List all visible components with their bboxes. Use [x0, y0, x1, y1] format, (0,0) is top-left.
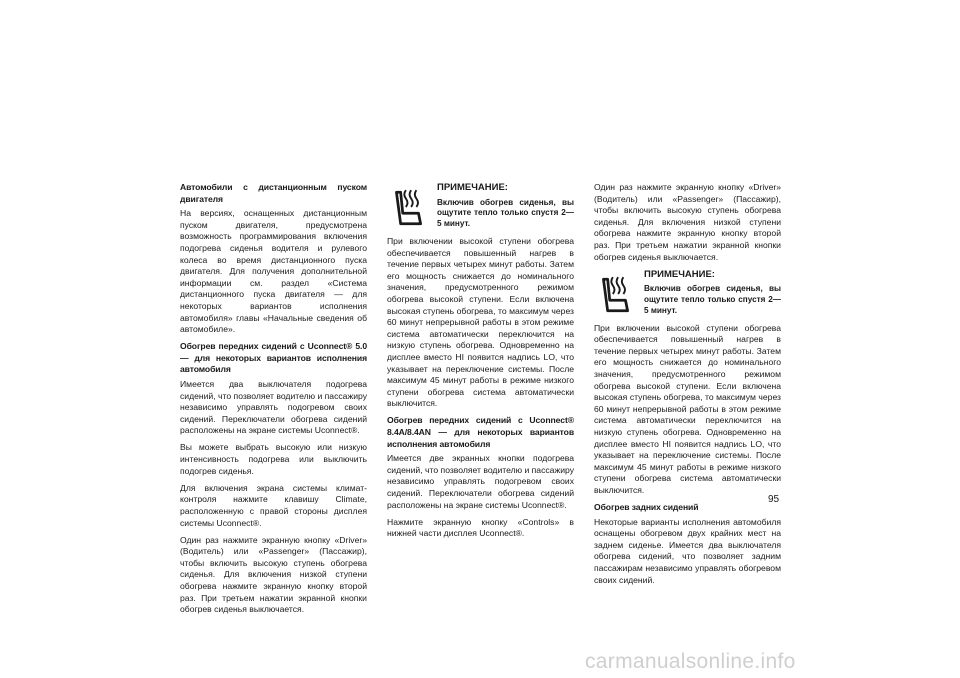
note-title: ПРИМЕЧАНИЕ:: [437, 182, 508, 193]
section-heading-uconnect-5: Обогрев передних сидений с Uconnect® 5.0 — для некоторых вариантов исполнения автомобиля: [180, 341, 367, 375]
note-text: Включив обогрев сиденья, вы ощутите тепло только спустя 2—5 минут.: [437, 197, 574, 229]
paragraph: При включении высокой ступени обогрева обеспечивается повышенный нагрев в течение первых четырех минут работы. Затем его мощность снижается до номинального значения, предусмотренного режимом обогрева высокой ступени. Если включена высокая ступень обогрева, то максимум через 60 минут непрерывной работы в этом режиме система автоматически переключится на низкую ступень обогрева. Одновременно на дисплее вместо HI появится надпись LO, что указывает на переключение системы. После максимум 45 минут работы в режиме низкого ступени обогрева система автоматически выключится.: [594, 322, 781, 495]
paragraph: Имеется две экранных кнопки подогрева сидений, что позволяет водителю и пассажиру независимо управлять подогревом своих сидений. Переключатели обогрева сидений расположены на экране системы Uconnect®.: [387, 453, 574, 510]
watermark[interactable]: carmanualsonline.info: [585, 650, 796, 673]
column-middle: [387, 182, 574, 545]
paragraph: Имеется два выключателя подогрева сидений, что позволяет водителю и пассажиру независимо управлять подогревом своих сидений. Переключатели обогрева сидений расположены на экране системы Uconnect®.: [180, 379, 367, 436]
column-left: [180, 182, 367, 621]
note-box: [594, 269, 781, 317]
paragraph: Некоторые варианты исполнения автомобиля оснащены обогревом двух крайних мест на заднем сиденье. Имеется два выключателя обогрева сидений, что позволяет задним пассажирам независимо управлять обогревом своих сидений.: [594, 516, 781, 585]
paragraph: Один раз нажмите экранную кнопку «Driver» (Водитель) или «Passenger» (Пассажир), чтобы включить высокую ступень обогрева сиденья. Для включения низкой ступени обогрева нажмите экранную кнопку второй раз. При третьем нажатии экранной кнопки обогрев сиденья выключается.: [180, 534, 367, 615]
heated-seat-icon: [387, 186, 429, 228]
paragraph: Для включения экрана системы климат-контроля нажмите клавишу Climate, расположенную с правой стороны дисплея системы Uconnect®.: [180, 482, 367, 528]
paragraph: Нажмите экранную кнопку «Controls» в нижней части дисплея Uconnect®.: [387, 516, 574, 539]
heated-seat-icon: [594, 273, 636, 315]
note-text: Включив обогрев сиденья, вы ощутите тепло только спустя 2—5 минут.: [644, 284, 781, 315]
section-heading-uconnect-84: Обогрев передних сидений с Uconnect® 8.4A/8.4AN — для некоторых вариантов исполнения автомобиля: [387, 415, 574, 449]
paragraph: Вы можете выбрать высокую или низкую интенсивность подогрева или выключить подогрев сиденья.: [180, 442, 367, 476]
section-heading-remote-start: Автомобили с дистанционным пуском двигателя: [180, 182, 367, 204]
section-heading-rear-seats: Обогрев задних сидений: [594, 502, 699, 513]
column-right: [594, 182, 781, 592]
page-number: 95: [768, 494, 780, 505]
paragraph: Один раз нажмите экранную кнопку «Driver» (Водитель) или «Passenger» (Пассажир), чтобы включить высокую ступень обогрева сиденья. Для включения низкой ступени обогрева нажмите экранную кнопку второй раз. При третьем нажатии экранной кнопки обогрев сиденья выключается.: [594, 182, 781, 262]
note-title: ПРИМЕЧАНИЕ:: [644, 268, 715, 280]
paragraph: При включении высокой ступени обогрева обеспечивается повышенный нагрев в течение первых четырех минут работы. Затем его мощность снижается до номинального значения, предусмотренного режимом обогрева высокой ступени. Если включена высокая ступень обогрева, то максимум через 60 минут непрерывной работы в этом режиме система автоматически переключится на низкую ступень обогрева. Одновременно на дисплее вместо HI появится надпись LO, что указывает на переключение системы. После максимум 45 минут работы в режиме низкого ступени обогрева система автоматически выключится.: [387, 235, 574, 409]
note-box: [387, 182, 574, 230]
paragraph: На версиях, оснащенных дистанционным пуском двигателя, предусмотрена возможность программирования включения подогрева сиденья водителя и рулевого колеса во время дистанционного пуска двигателя. Для получения дополнительной информации см. раздел «Система дистанционного пуска двигателя — для некоторых вариантов исполнения автомобиля» главы «Начальные сведения об автомобиле».: [180, 208, 367, 335]
